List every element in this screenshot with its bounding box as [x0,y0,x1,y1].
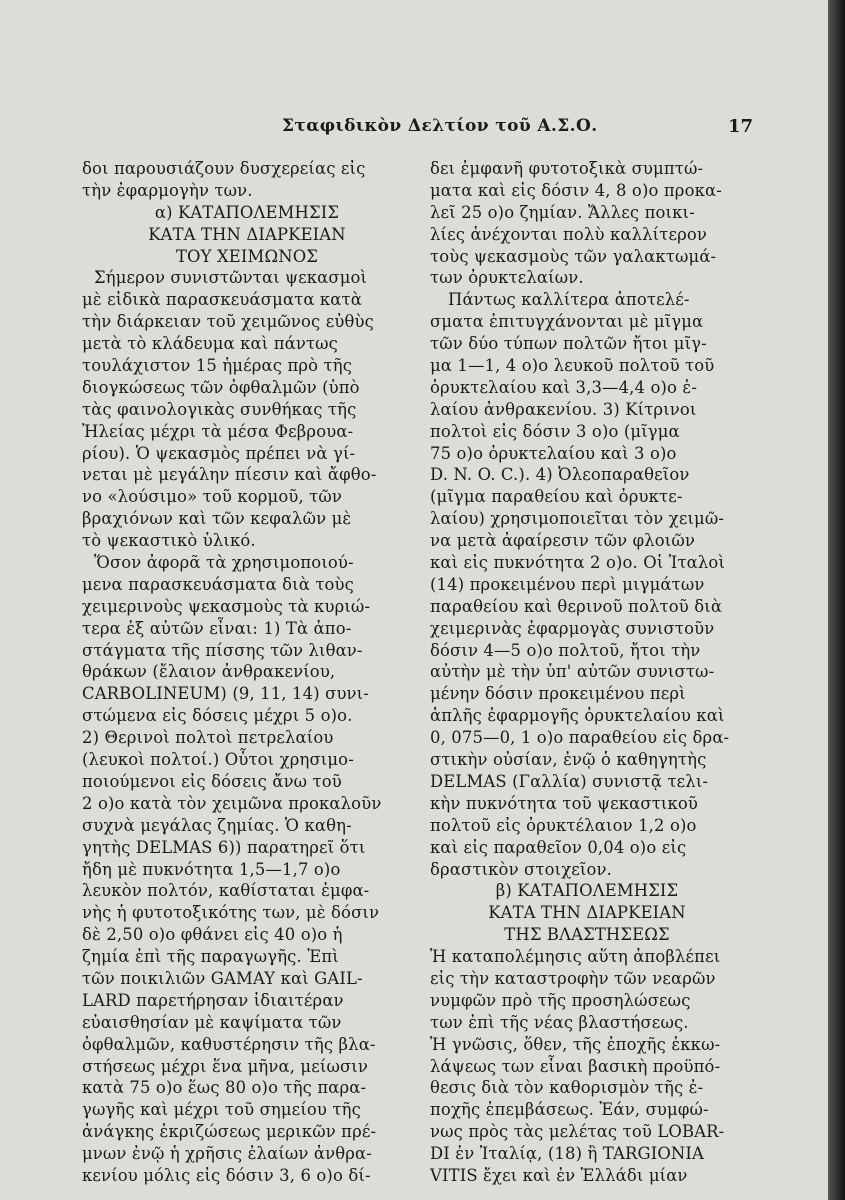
text-line: ποιούμενοι εἰς δόσεις ἄνω τοῦ [82,771,342,791]
text-line: 2 ο)ο κατὰ τὸν χειμῶνα προκαλοῦν [82,793,382,813]
text-line: εὐαισθησίαν μὲ καψίματα τῶν [82,1012,342,1032]
text-line: 0, 075—0, 1 ο)ο παραθείου εἰς δρα- [430,728,730,748]
section-heading-line: ΤΟΥ ΧΕΙΜΩΝΟΣ [175,246,319,266]
text-line: δει ἐμφανῆ φυτοτοξικὰ συμπτώ- [430,159,704,178]
text-line: λάψεως των εἶναι βασικὴ προϋπό- [430,1056,721,1076]
text-line: τὸ ψεκαστικὸ ὑλικό. [82,531,256,551]
text-line: μενα παρασκευάσματα διὰ τοὺς [82,574,354,594]
text-line: καὶ εἰς παραθεῖον 0,04 ο)ο εἰς [430,837,687,857]
text-line: (μῖγμα παραθείου καὶ ὀρυκτε- [430,487,683,507]
text-line: ἁπλῆς ἐφαρμογῆς ὀρυκτελαίου καὶ [430,706,725,726]
text-line: ρίου). Ὁ ψεκασμὸς πρέπει νὰ γί- [82,443,356,463]
text-line: DI ἐν Ἰταλίᾳ, (18) ἢ TARGIONIA [430,1144,705,1164]
text-line: τουλάχιστον 15 ἡμέρας πρὸ τῆς [82,356,353,376]
text-line: βραχιόνων καὶ τῶν κεφαλῶν μὲ [82,509,352,529]
text-line: δόσιν 4—5 ο)ο πολτοῦ, ἤτοι τὴν [430,640,701,660]
right-column [430,158,744,1187]
text-line: ποχῆς ἐπεμβάσεως. Ἐάν, συμφώ- [430,1100,709,1120]
text-line: πολτοῦ εἰς ὀρυκτέλαιον 1,2 ο)ο [430,815,697,835]
section-heading-line: ΤΗΣ ΒΛΑΣΤΗΣΕΩΣ [504,925,670,945]
text-line: DELMAS (Γαλλία) συνιστᾷ τελι- [430,771,709,791]
text-line: τῶν δύο τύπων πολτῶν ἤτοι μῖγ- [430,334,707,354]
text-line: τὰς φαινολογικὰς συνθήκας τῆς [82,399,357,419]
text-line: θεσις διὰ τὸν καθορισμὸν τῆς ἐ- [430,1078,704,1098]
text-line: 2) Θερινοὶ πολτοὶ πετρελαίου [82,728,334,748]
text-line: Ὅσον ἀφορᾶ τὰ χρησιμοποιού- [94,553,354,573]
text-line: λαίου) χρησιμοποιεῖται τὸν χειμῶ- [430,509,725,529]
text-line: των ἐπὶ τῆς νέας βλαστήσεως. [430,1012,689,1032]
text-line: νως πρὸς τὰς μελέτας τοῦ LOBAR- [430,1122,725,1142]
text-line: ματα καὶ εἰς δόσιν 4, 8 ο)ο προκα- [430,180,722,200]
text-line: κὴν πυκνότητα τοῦ ψεκαστικοῦ [430,793,699,813]
text-line: νο «λούσιμο» τοῦ κορμοῦ, τῶν [82,487,343,507]
text-line: (λευκοὶ πολτοί.) Οὗτοι χρησιμο- [82,750,354,770]
text-line: τερα ἐξ αὐτῶν εἶναι: 1) Τὰ ἀπο- [82,618,352,638]
text-line: ἀνάγκης ἐκριζώσεως μερικῶν πρέ- [82,1122,377,1142]
page-edge-shadow [828,0,845,1200]
text-line: παραθείου καὶ θερινοῦ πολτοῦ διὰ [430,596,723,616]
text-line: αὐτὴν μὲ τὴν ὑπ' αὐτῶν συνιστω- [430,662,715,682]
text-line: στικὴν οὐσίαν, ἐνῷ ὁ καθηγητὴς [430,750,707,770]
text-line: λαίου ἀνθρακενίου. 3) Κίτρινοι [430,399,697,419]
text-line: χειμερινὰς ἐφαρμογὰς συνιστοῦν [430,618,715,638]
text-line: κενίου μόλις εἰς δόσιν 3, 6 ο)ο δί- [82,1165,371,1185]
text-line: των ὀρυκτελαίων. [430,268,584,288]
text-line: VITIS ἔχει καὶ ἐν Ἑλλάδι μίαν [430,1165,688,1185]
text-line: (14) προκειμένου περὶ μιγμάτων [430,574,705,594]
text-line: χειμερινοὺς ψεκασμοὺς τὰ κυριώ- [82,596,371,616]
text-line: μὲ εἰδικὰ παρασκευάσματα κατὰ [82,290,362,310]
text-line: θράκων (ἔλαιον ἀνθρακενίου, [82,662,336,682]
text-line: μα 1—1, 4 ο)ο λευκοῦ πολτοῦ τοῦ [430,356,715,376]
text-line: σματα ἐπιτυγχάνονται μὲ μῖγμα [430,312,704,332]
text-line: τῶν ποικιλιῶν GAMAY καὶ GAIL- [82,968,363,988]
text-line: τοὺς ψεκασμοὺς τῶν γαλακτωμά- [430,246,717,266]
text-line: δοι παρουσιάζουν δυσχερείας εἰς [82,159,366,178]
section-heading-line: α) ΚΑΤΑΠΟΛΕΜΗΣΙΣ [154,202,340,222]
text-line: Ἡ γνῶσις, ὅθεν, τῆς ἐποχῆς ἐκκω- [430,1034,721,1054]
text-line: ζημία ἐπὶ τῆς παραγωγῆς. Ἐπὶ [82,947,339,967]
text-line: γητὴς DELMAS 6)) παρατηρεῖ ὅτι [82,837,366,857]
text-line: CARBOLINEUM) (9, 11, 14) συνι- [82,684,369,704]
section-heading-line: β) ΚΑΤΑΠΟΛΕΜΗΣΙΣ [495,881,679,901]
text-line: κατὰ 75 ο)ο ἕως 80 ο)ο τῆς παρα- [82,1078,367,1098]
text-line: μετὰ τὸ κλάδευμα καὶ πάντως [82,334,339,354]
section-heading-line: ΚΑΤΑ ΤΗΝ ΔΙΑΡΚΕΙΑΝ [148,224,346,244]
text-line: να μετὰ ἀφαίρεσιν τῶν φλοιῶν [430,531,695,551]
text-line: ἤδη μὲ πυκνότητα 1,5—1,7 ο)ο [82,859,341,879]
section-heading-line: ΚΑΤΑ ΤΗΝ ΔΙΑΡΚΕΙΑΝ [488,903,686,923]
text-line: συχνὰ μεγάλας ζημίας. Ὁ καθη- [82,815,352,835]
text-line: ὀφθαλμῶν, καθυστέρησιν τῆς βλα- [82,1034,376,1054]
text-line: τὴν ἐφαρμογὴν των. [82,180,253,200]
text-line: νὴς ἡ φυτοτοξικότης των, μὲ δόσιν [82,903,380,923]
text-line: στάγματα τῆς πίσσης τῶν λιθαν- [82,640,363,660]
text-line: D. N. O. C.). 4) Ὀλεοπαραθεῖον [430,465,690,485]
running-header: Σταφιδικὸν Δελτίον τοῦ Α.Σ.Ο. [282,116,598,136]
text-line: Σήμερον συνιστῶνται ψεκασμοὶ [94,268,368,288]
text-line: λευκὸν πολτόν, καθίσταται ἐμφα- [82,881,370,901]
text-line: ὀρυκτελαίου καὶ 3,3—4,4 ο)ο ἐ- [430,377,698,397]
text-line: στήσεως μέχρι ἕνα μῆνα, μείωσιν [82,1056,368,1076]
text-line: λεῖ 25 ο)ο ζημίαν. Ἄλλες ποικι- [430,202,695,222]
left-column [82,158,412,1187]
text-line: νυμφῶν πρὸ τῆς προσηλώσεως [430,990,691,1010]
text-line: Ἠλείας μέχρι τὰ μέσα Φεβρουα- [82,421,354,441]
text-line: πολτοὶ εἰς δόσιν 3 ο)ο (μῖγμα [430,421,680,441]
text-line: LARD παρετήρησαν ἰδιαιτέραν [82,990,344,1010]
text-line: τὴν διάρκειαν τοῦ χειμῶνος εὐθὺς [82,312,374,332]
text-line: νεται μὲ μεγάλην πίεσιν καὶ ἄφθο- [82,465,377,485]
text-line: γωγῆς καὶ μέχρι τοῦ σημείου τῆς [82,1100,361,1120]
text-line: δραστικὸν στοιχεῖον. [430,859,612,879]
text-line: λίες ἀνέχονται πολὺ καλλίτερον [430,224,708,244]
text-line: εἰς τὴν καταστροφὴν τῶν νεαρῶν [430,968,716,988]
text-line: διογκώσεως τῶν ὀφθαλμῶν (ὑπὸ [82,377,360,397]
text-line: στώμενα εἰς δόσεις μέχρι 5 ο)ο. [82,706,353,726]
text-line: Ἡ καταπολέμησις αὕτη ἀποβλέπει [430,947,721,967]
text-line: Πάντως καλλίτερα ἀποτελέ- [448,290,690,310]
text-line: καὶ εἰς πυκνότητα 2 ο)ο. Οἱ Ἰταλοὶ [430,553,726,573]
page-number: 17 [728,116,754,137]
text-line: 75 ο)ο ὀρυκτελαίου καὶ 3 ο)ο [430,443,677,463]
text-line: μνων ἐνῷ ἡ χρῆσις ἐλαίων ἀνθρα- [82,1144,372,1164]
text-line: δὲ 2,50 ο)ο φθάνει εἰς 40 ο)ο ἡ [82,925,343,945]
text-line: μένην δόσιν προκειμένου περὶ [430,684,686,704]
